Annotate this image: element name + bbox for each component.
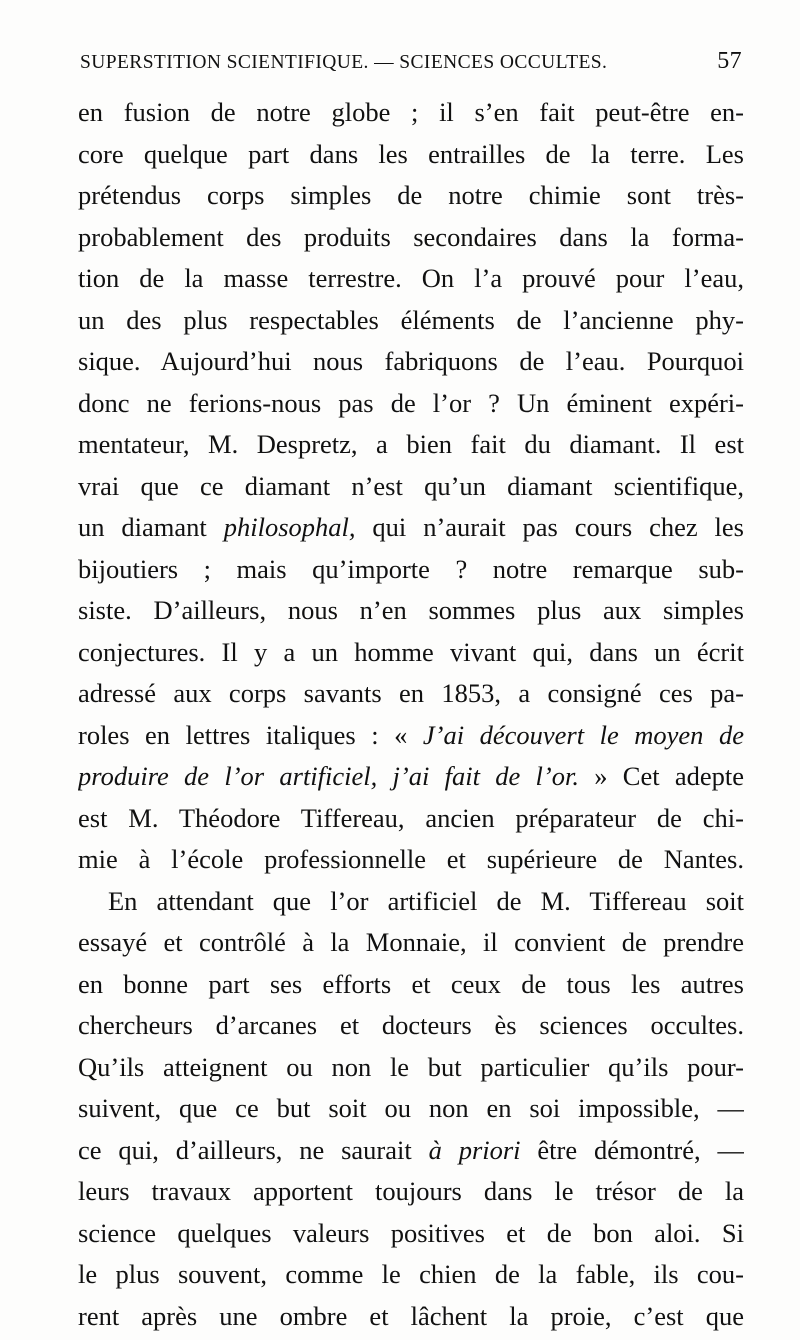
text-line: essayé et contrôlé à la Monnaie, il convient de prendre [78,927,744,957]
text-line [78,756,744,798]
text-line: conjectures. Il y a un homme vivant qui, dans un écrit [78,636,744,667]
text-line: mentateur, M. Despretz, a bien fait du diamant. Il est [78,429,744,459]
text-line: vrai que ce diamant n’est qu’un diamant scientifique, [78,470,744,501]
text-line: en fusion de notre globe ; il s’en fait peut-être en- [78,97,744,127]
body-text [78,92,744,1337]
text-line: core quelque part dans les entrailles de la terre. Les [78,138,744,169]
text-line: Qu’ils atteignent ou non le but particulier qu’ils pour- [78,1051,744,1082]
text-line: tion de la masse terrestre. On l’a prouvé pour l’eau, [78,263,744,293]
italic-segment: produire de l’or artificiel, j’ai fait de l’or. [78,761,579,791]
page-number: 57 [717,48,742,74]
text-line: donc ne ferions-nous pas de l’or ? Un éminent expéri- [78,387,744,418]
italic-segment: philosophal, [223,512,356,542]
text-line: le plus souvent, comme le chien de la fable, ils cou- [78,1259,744,1289]
text-segment: roles en lettres italiques : « [78,719,423,750]
text-line: siste. D’ailleurs, nous n’en sommes plus aux simples [78,595,744,625]
running-head [80,48,742,78]
text-segment: un diamant [78,512,224,542]
running-title: SUPERSTITION SCIENTIFIQUE. — SCIENCES OCCULTES. [80,52,608,73]
text-segment: être démontré, — [520,1134,744,1165]
text-line: probablement des produits secondaires dans la forma- [78,221,744,252]
text-line: rent après une ombre et lâchent la proie, c’est que [78,1300,744,1331]
text-line: adressé aux corps savants en 1853, a consigné ces pa- [78,678,744,708]
text-line: science quelques valeurs positives et de bon aloi. Si [78,1217,744,1248]
text-line: mie à l’école professionnelle et supérieure de Nantes. [78,844,744,874]
text-line [78,715,744,757]
italic-segment: à priori [428,1134,521,1165]
text-line [78,507,744,549]
paragraph-first-line: En attendant que l’or artificiel de M. Tiffereau soit [108,885,744,916]
text-segment: » Cet adepte [578,761,744,791]
text-line: en bonne part ses efforts et ceux de tous les autres [78,968,744,999]
text-line: sique. Aujourd’hui nous fabriquons de l’eau. Pourquoi [78,346,744,376]
text-line: leurs travaux apportent toujours dans le trésor de la [78,1176,744,1206]
text-line: suivent, que ce but soit ou non en soi impossible, — [78,1093,744,1123]
text-line: un des plus respectables éléments de l’ancienne phy- [78,304,744,335]
text-line [78,1130,744,1172]
text-segment: ce qui, d’ailleurs, ne saurait [78,1134,429,1165]
italic-segment: J’ai découvert le moyen de [422,719,744,750]
text-line: bijoutiers ; mais qu’importe ? notre remarque sub- [78,553,744,584]
text-line: prétendus corps simples de notre chimie sont très- [78,180,744,210]
text-segment: qui n’aurait pas cours chez les [355,512,744,542]
text-line: chercheurs d’arcanes et docteurs ès sciences occultes. [78,1010,744,1040]
text-line: est M. Théodore Tiffereau, ancien préparateur de chi- [78,802,744,833]
